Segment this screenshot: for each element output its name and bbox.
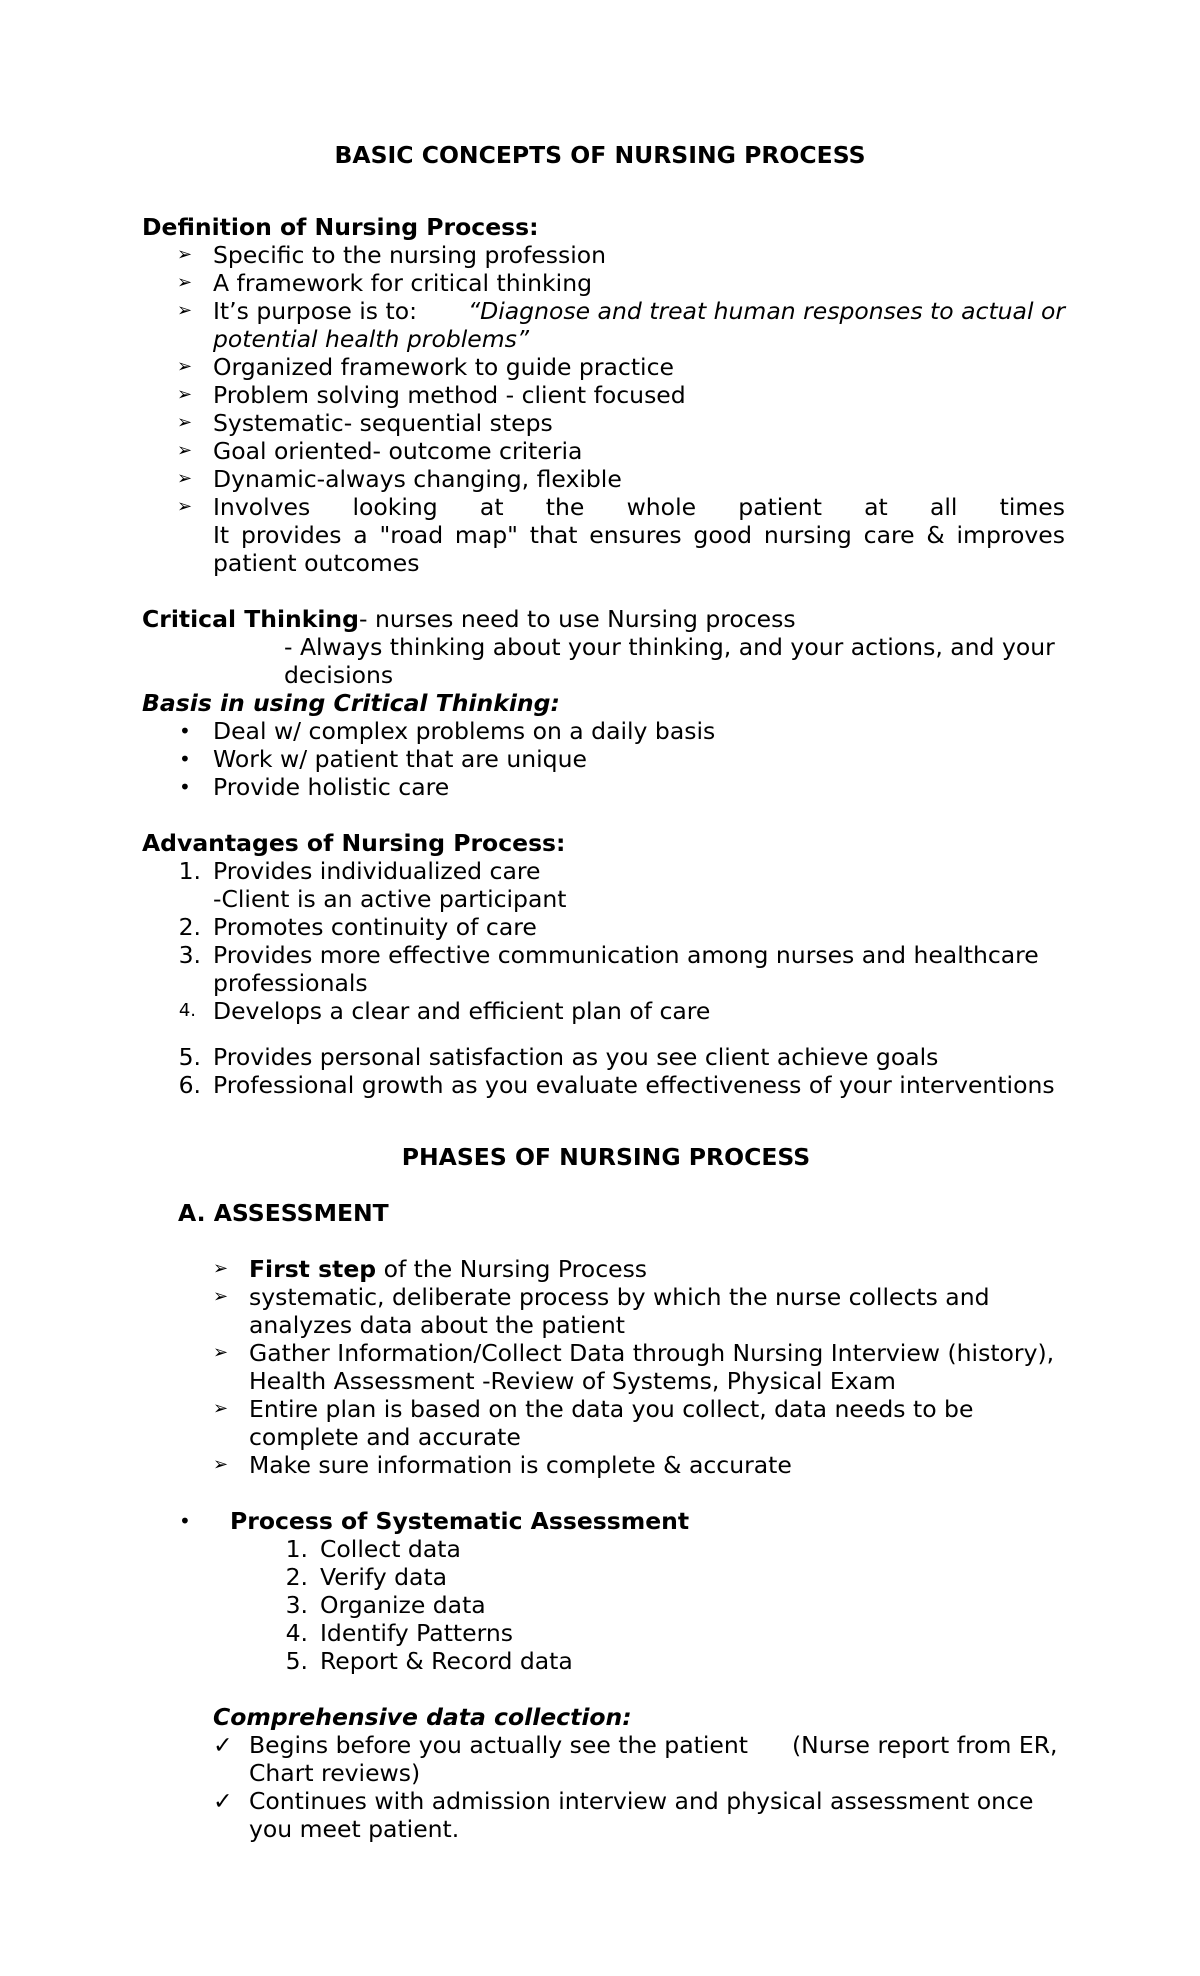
list-number: 3. [178,941,201,969]
list-item: Organized framework to guide practice [213,353,674,381]
first-step-label: First step [249,1255,377,1283]
list-item: Provides more effective communication among nurses and healthcare [213,941,1039,969]
bullet-icon: • [179,719,191,743]
list-item: Work w/ patient that are unique [213,745,587,773]
list-item: Gather Information/Collect Data through Nursing Interview (history), [249,1339,1055,1367]
list-number: 2. [178,913,201,941]
list-item: Professional growth as you evaluate effectiveness of your interventions [213,1071,1055,1099]
arrow-bullet-icon: ➢ [177,356,193,377]
process-step: Report & Record data [320,1647,573,1675]
comprehensive-heading: Comprehensive data collection: [213,1703,632,1731]
list-item: Provide holistic care [213,773,450,801]
list-item-continuation: Chart reviews) [249,1759,421,1787]
list-number: 1. [178,857,201,885]
list-item: Dynamic-always changing, flexible [213,465,622,493]
arrow-bullet-icon: ➢ [177,440,193,461]
phases-title: PHASES OF NURSING PROCESS [401,1143,811,1171]
arrow-bullet-icon: ➢ [177,468,193,489]
bullet-icon: • [179,1509,191,1533]
critical-thinking-note-continuation: decisions [284,661,394,689]
list-item: Goal oriented- outcome criteria [213,437,583,465]
arrow-bullet-icon: ➢ [213,1454,229,1475]
list-number: 5. [178,1043,201,1071]
document-title: BASIC CONCEPTS OF NURSING PROCESS [334,141,866,169]
list-item: Problem solving method - client focused [213,381,686,409]
arrow-bullet-icon: ➢ [177,300,193,321]
process-step: Verify data [320,1563,448,1591]
arrow-bullet-icon: ➢ [213,1286,229,1307]
list-item: Begins before you actually see the patient [249,1731,748,1759]
bullet-icon: • [179,775,191,799]
assessment-letter: A. [178,1199,206,1227]
checkmark-icon: ✓ [213,1731,233,1759]
list-number: 4. [178,1000,196,1021]
assessment-title: ASSESSMENT [213,1199,389,1227]
checkmark-icon: ✓ [213,1787,233,1815]
list-item: Promotes continuity of care [213,913,537,941]
process-step: Organize data [320,1591,486,1619]
arrow-bullet-icon: ➢ [177,244,193,265]
list-item-continuation: analyzes data about the patient [249,1311,625,1339]
purpose-label: It’s purpose is to: [213,297,418,325]
list-item: Involves looking at the whole patient at all times [213,493,1065,521]
list-item-continuation: professionals [213,969,368,997]
list-item: A framework for critical thinking [213,269,593,297]
list-number: 6. [178,1071,201,1099]
list-item: Provides personal satisfaction as you see client achieve goals [213,1043,939,1071]
list-item: Develops a clear and efficient plan of care [213,997,711,1025]
arrow-bullet-icon: ➢ [213,1342,229,1363]
critical-thinking-line [142,605,796,633]
list-item [213,297,1065,325]
process-heading: Process of Systematic Assessment [230,1507,690,1535]
list-number: 1. [285,1535,308,1563]
list-item: Deal w/ complex problems on a daily basis [213,717,716,745]
first-step-text: of the Nursing Process [376,1255,648,1283]
list-item: Make sure information is complete & accurate [249,1451,792,1479]
basis-heading: Basis in using Critical Thinking: [142,689,560,717]
critical-thinking-label: Critical Thinking [142,605,359,633]
list-item [249,1255,647,1283]
critical-thinking-note: - Always thinking about your thinking, and your actions, and your [284,633,1055,661]
critical-thinking-text: - nurses need to use Nursing process [359,605,796,633]
definition-heading: Definition of Nursing Process: [142,213,539,241]
list-item: systematic, deliberate process by which the nurse collects and [249,1283,990,1311]
arrow-bullet-icon: ➢ [177,412,193,433]
arrow-bullet-icon: ➢ [213,1398,229,1419]
bullet-icon: • [179,747,191,771]
list-item-continuation: potential health problems” [213,325,530,353]
list-item-continuation: Health Assessment -Review of Systems, Physical Exam [249,1367,896,1395]
assessment-heading [178,1199,389,1227]
list-item: Continues with admission interview and physical assessment once [249,1787,1034,1815]
list-number: 5. [285,1647,308,1675]
purpose-quote: “Diagnose and treat human responses to actual or [467,297,1065,325]
list-item: Specific to the nursing profession [213,241,606,269]
list-item-continuation: complete and accurate [249,1423,521,1451]
list-item: Provides individualized care [213,857,541,885]
process-step: Identify Patterns [320,1619,513,1647]
list-item-continuation: -Client is an active participant [213,885,567,913]
list-item: Entire plan is based on the data you collect, data needs to be [249,1395,974,1423]
list-item-continuation: you meet patient. [249,1815,460,1843]
list-number: 3. [285,1591,308,1619]
advantages-heading: Advantages of Nursing Process: [142,829,566,857]
list-number: 2. [285,1563,308,1591]
list-number: 4. [285,1619,308,1647]
list-item-continuation: patient outcomes [213,549,420,577]
arrow-bullet-icon: ➢ [177,384,193,405]
arrow-bullet-icon: ➢ [177,496,193,517]
list-item: Systematic- sequential steps [213,409,553,437]
arrow-bullet-icon: ➢ [213,1258,229,1279]
arrow-bullet-icon: ➢ [177,272,193,293]
process-step: Collect data [320,1535,461,1563]
list-item-aside: (Nurse report from ER, [792,1731,1058,1759]
list-item-continuation: It provides a "road map" that ensures good nursing care & improves [213,521,1065,549]
